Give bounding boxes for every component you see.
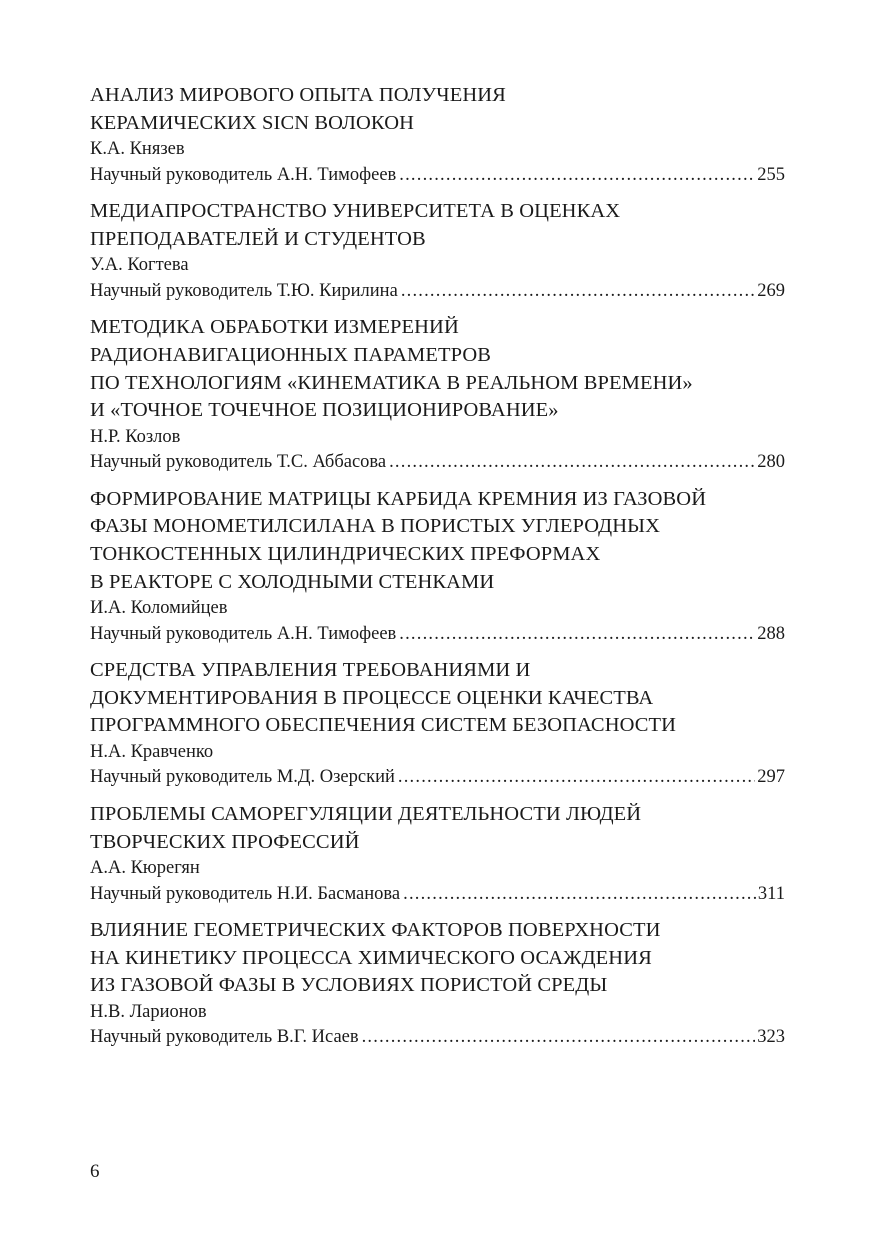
toc-entry xyxy=(90,801,785,907)
entry-page-number: 280 xyxy=(757,452,785,473)
entry-page-number: 288 xyxy=(757,623,785,644)
entry-advisor: Научный руководитель М.Д. Озерский xyxy=(90,767,395,788)
entry-title-line: ТВОРЧЕСКИХ ПРОФЕССИЙ xyxy=(90,830,360,853)
entry-title-line: КЕРАМИЧЕСКИХ SICN ВОЛОКОН xyxy=(90,111,415,134)
entry-title-line: ВЛИЯНИЕ ГЕОМЕТРИЧЕСКИХ ФАКТОРОВ ПОВЕРХНОСТИ xyxy=(90,919,661,942)
toc-entry xyxy=(90,917,785,1051)
entry-page-number: 255 xyxy=(757,164,785,185)
entry-page-number: 311 xyxy=(757,883,785,904)
dot-leader xyxy=(389,450,755,476)
toc-entry xyxy=(90,314,785,475)
entry-title-line: В РЕАКТОРЕ С ХОЛОДНЫМИ СТЕНКАМИ xyxy=(90,570,495,593)
entry-title-line: ТОНКОСТЕННЫХ ЦИЛИНДРИЧЕСКИХ ПРЕФОРМАХ xyxy=(90,542,601,565)
entry-author: Н.В. Ларионов xyxy=(90,1001,207,1022)
dot-leader xyxy=(399,622,755,648)
entry-page-number: 297 xyxy=(757,767,785,788)
entry-advisor-row xyxy=(90,163,785,189)
entry-advisor: Научный руководитель В.Г. Исаев xyxy=(90,1027,359,1048)
toc-entry xyxy=(90,486,785,647)
toc-entry xyxy=(90,657,785,791)
entry-advisor-row xyxy=(90,622,785,648)
entry-title-line: ПО ТЕХНОЛОГИЯМ «КИНЕМАТИКА В РЕАЛЬНОМ ВРЕМЕНИ» xyxy=(90,371,693,394)
entry-title-line: ИЗ ГАЗОВОЙ ФАЗЫ В УСЛОВИЯХ ПОРИСТОЙ СРЕДЫ xyxy=(90,974,608,997)
entry-title-line: РАДИОНАВИГАЦИОННЫХ ПАРАМЕТРОВ xyxy=(90,343,492,366)
dot-leader xyxy=(398,765,755,791)
entry-advisor: Научный руководитель А.Н. Тимофеев xyxy=(90,164,397,185)
entry-advisor-row xyxy=(90,279,785,305)
entry-title-line: МЕТОДИКА ОБРАБОТКИ ИЗМЕРЕНИЙ xyxy=(90,316,459,339)
entry-title-line: И «ТОЧНОЕ ТОЧЕЧНОЕ ПОЗИЦИОНИРОВАНИЕ» xyxy=(90,399,559,422)
entry-advisor: Научный руководитель Н.И. Басманова xyxy=(90,883,401,904)
entry-title-line: ФАЗЫ МОНОМЕТИЛСИЛАНА В ПОРИСТЫХ УГЛЕРОДНЫХ xyxy=(90,515,660,538)
dot-leader xyxy=(401,279,755,305)
entry-advisor: Научный руководитель Т.С. Аббасова xyxy=(90,452,387,473)
entry-author: И.А. Коломийцев xyxy=(90,598,228,619)
dot-leader xyxy=(399,163,755,189)
entry-author: А.А. Кюрегян xyxy=(90,858,200,879)
entry-advisor-row xyxy=(90,765,785,791)
entry-advisor-row xyxy=(90,450,785,476)
entry-title-line: ПРОБЛЕМЫ САМОРЕГУЛЯЦИИ ДЕЯТЕЛЬНОСТИ ЛЮДЕЙ xyxy=(90,802,642,825)
dot-leader xyxy=(362,1025,756,1051)
entry-advisor: Научный руководитель Т.Ю. Кирилина xyxy=(90,280,398,301)
entry-title-line: НА КИНЕТИКУ ПРОЦЕССА ХИМИЧЕСКОГО ОСАЖДЕНИЯ xyxy=(90,946,652,969)
entry-advisor: Научный руководитель А.Н. Тимофеев xyxy=(90,623,397,644)
entry-advisor-row xyxy=(90,1025,785,1051)
entry-title-line: ДОКУМЕНТИРОВАНИЯ В ПРОЦЕССЕ ОЦЕНКИ КАЧЕСТВА xyxy=(90,686,654,709)
entry-author: Н.Р. Козлов xyxy=(90,426,181,447)
entry-author: У.А. Когтева xyxy=(90,255,189,276)
entry-page-number: 269 xyxy=(757,280,785,301)
table-of-contents xyxy=(90,82,785,1061)
entry-title-line: АНАЛИЗ МИРОВОГО ОПЫТА ПОЛУЧЕНИЯ xyxy=(90,84,506,106)
entry-title-line: ПРОГРАММНОГО ОБЕСПЕЧЕНИЯ СИСТЕМ БЕЗОПАСНОСТИ xyxy=(90,714,677,737)
entry-title-line: МЕДИАПРОСТРАНСТВО УНИВЕРСИТЕТА В ОЦЕНКАХ xyxy=(90,200,621,223)
toc-entry xyxy=(90,82,785,188)
entry-author: К.А. Князев xyxy=(90,139,185,160)
dot-leader xyxy=(403,882,756,908)
page-number-footer: 6 xyxy=(90,1161,100,1182)
entry-author: Н.А. Кравченко xyxy=(90,741,214,762)
entry-title-line: ФОРМИРОВАНИЕ МАТРИЦЫ КАРБИДА КРЕМНИЯ ИЗ ГАЗОВОЙ xyxy=(90,487,707,510)
toc-entry xyxy=(90,198,785,304)
entry-page-number: 323 xyxy=(757,1027,785,1048)
entry-title-line: ПРЕПОДАВАТЕЛЕЙ И СТУДЕНТОВ xyxy=(90,227,426,250)
entry-advisor-row xyxy=(90,882,785,908)
entry-title-line: СРЕДСТВА УПРАВЛЕНИЯ ТРЕБОВАНИЯМИ И xyxy=(90,659,531,682)
